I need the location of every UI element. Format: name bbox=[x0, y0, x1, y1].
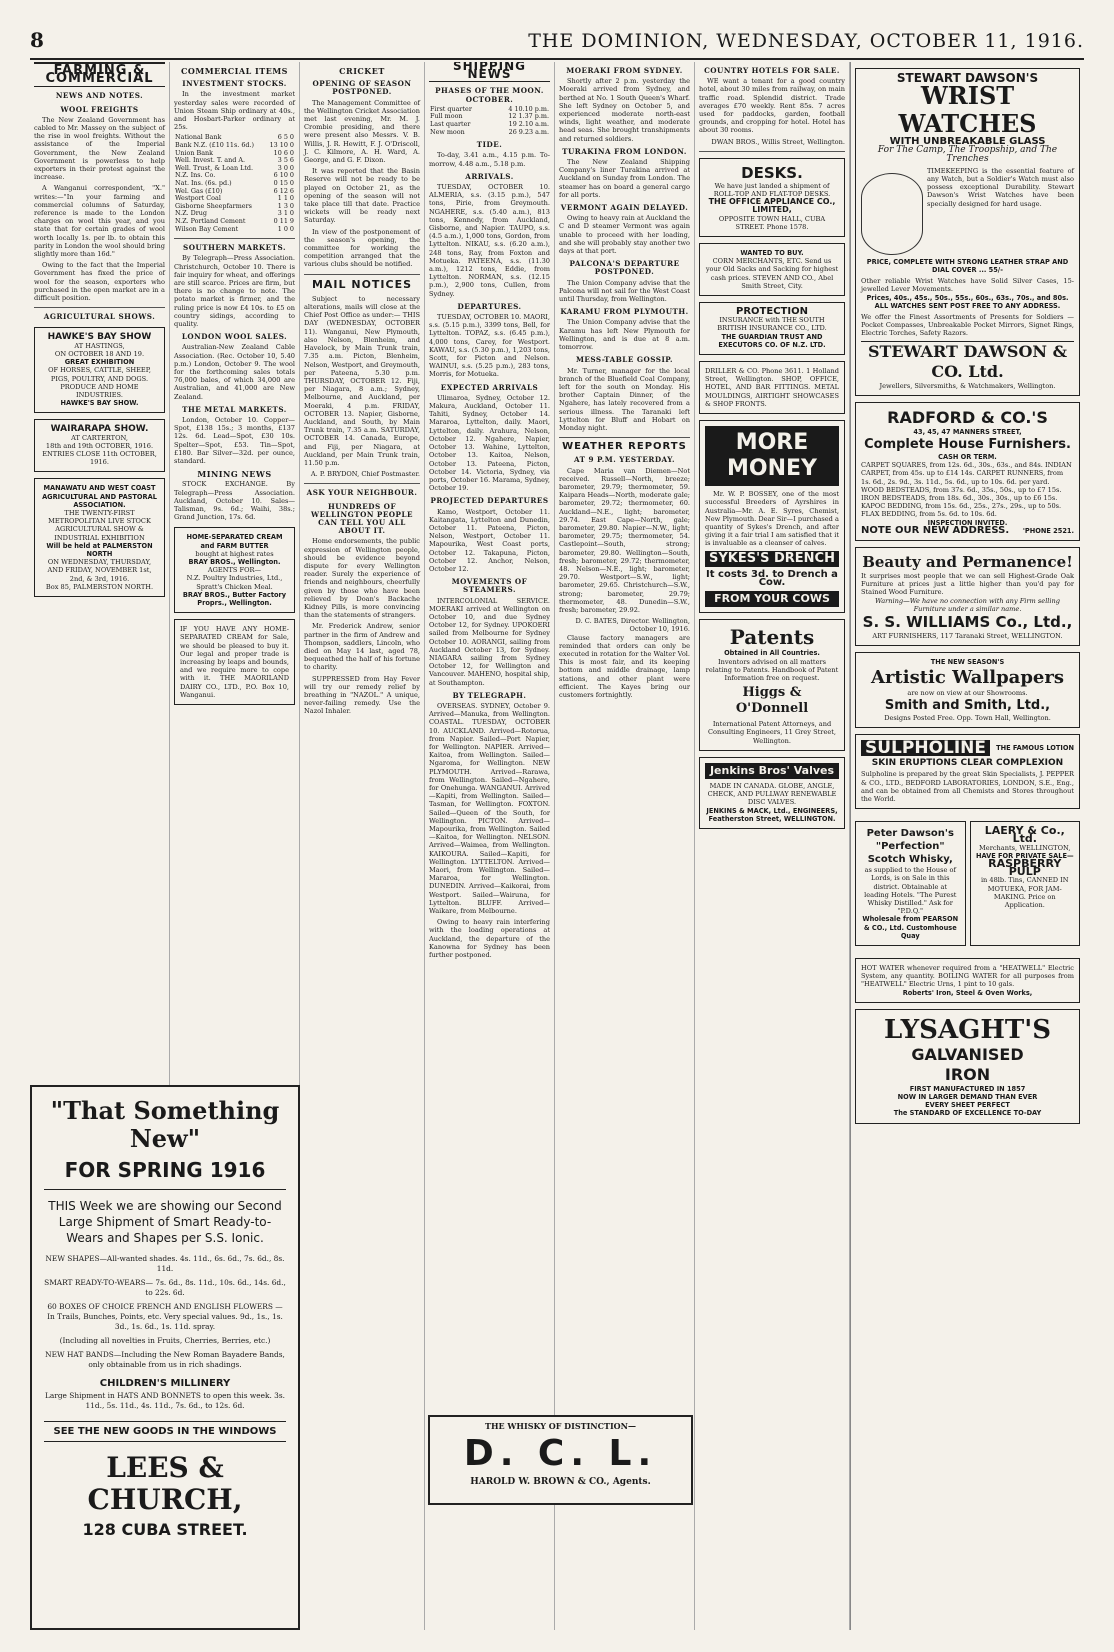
steamers-heading: MOVEMENTS OF STEAMERS. bbox=[451, 577, 528, 595]
projected-heading: PROJECTED DEPARTURES bbox=[430, 496, 549, 506]
peter-laery-row bbox=[855, 815, 1080, 952]
cricket-subheading: OPENING OF SEASON POSTPONED. bbox=[312, 79, 412, 97]
manawatu-ad: MANAWATU AND WEST COAST AGRICULTURAL AND PASTORAL ASSOCIATION. THE TWENTY-FIRST METROPOLITAN LIVE STOCK AGRICULTURAL SHOW & INDUSTRIAL EXHIBITION Will be held at PALMERSTON NORTH ON WEDNESDAY, THURSDAY, AND FRIDAY, NOVEMBER 1st, 2nd, & 3rd, 1916. Box 85, PALMERSTON NORTH. bbox=[34, 478, 165, 597]
mining-heading: MINING NEWS bbox=[197, 469, 272, 480]
sykes-price: It costs 3d. to Drench a Cow. bbox=[706, 568, 838, 588]
bray-bros-ad: HOME-SEPARATED CREAM and FARM BUTTER bought at highest rates BRAY BROS., Wellington. AGENTS FOR— N.Z. Poultry Industries, Ltd., Spratt's Chicken Meal. BRAY BROS., Butter Factory Proprs., Wellington. bbox=[174, 527, 295, 613]
lees-new-shapes: NEW SHAPES—All-wanted shades. 4s. 11d., 6s. 6d., 7s. 6d., 8s. 11d. bbox=[45, 1254, 285, 1273]
vermont-paragraph: Owing to heavy rain at Auckland the C and D steamer Vermont was again unable to proceed with her loading, and she will probably stay another two days at that port. bbox=[559, 214, 690, 256]
sulpholine-ad: SULPHOLINE THE FAMOUS LOTION SKIN ERUPTIONS CLEAR COMPLEXION Sulpholine is prepared by the great Skin Specialists, J. PEPPER & CO., LTD., BEDFORD LABORATORIES, LONDON, S.E., Eng., and can be obtained from all Chemists and Stores throughout the World. bbox=[855, 734, 1080, 809]
page-number: 8 bbox=[30, 28, 44, 52]
sykes-testimonial: Mr. W. P. BOSSEY, one of the most successful Breeders of Ayrshires in Australia—Mr. A. E. Syres, Chemist, New Plymouth. Dear Sir—I purchased a quantity of Sykes's Drench, and after giving it a fair trial I am satisfied that it is invaluable as a cleanser of calves. bbox=[705, 490, 839, 548]
lees-bands: NEW HAT BANDS—Including the New Roman Bayadere Bands, only obtainable from us in rich shadings. bbox=[45, 1350, 285, 1369]
farming-heading: FARMING & COMMERCIAL bbox=[34, 62, 165, 87]
vermont-heading: VERMONT AGAIN DELAYED. bbox=[560, 203, 689, 213]
weather-footnote: Clause factory managers are reminded that orders can only be executed in rotation for the Walter Vol. This is most fair, and its keeping bottom and middle drainage, lamp stations, and other plant were efficient. The Kayes bring our customers fortnightly. bbox=[559, 633, 690, 700]
lees-children: CHILDREN'S MILLINERY bbox=[99, 1378, 231, 1389]
laery-ad: LAERY & Co., Ltd. Merchants, WELLINGTON, HAVE FOR PRIVATE SALE— RASPBERRY PULP in 48lb. Tins, CANNED IN MOTUEKA, FOR JAM-MAKING. Price on Application. bbox=[970, 821, 1081, 946]
column-shipping bbox=[425, 62, 555, 1630]
wrist-watch-illustration bbox=[861, 173, 923, 255]
protection-ad: PROTECTION INSURANCE with THE SOUTH BRITISH INSURANCE CO., LTD. THE GUARDIAN TRUST AND EXECUTORS CO. OF N.Z. LTD. bbox=[699, 302, 845, 355]
karamu-paragraph: The Union Company advise that the Karamu has left New Plymouth for Wellington, and is due at 8 a.m. tomorrow. bbox=[559, 318, 690, 352]
moon-table bbox=[429, 106, 550, 136]
lees-church-ad bbox=[30, 1085, 300, 1630]
table-row: Wilson Bay Cement 1 0 0 bbox=[175, 224, 294, 233]
karamu-heading: KARAMU FROM PLYMOUTH. bbox=[560, 307, 689, 317]
table-row: Bank N.Z. (£10 11s. 6d.) 13 10 0 bbox=[175, 141, 294, 150]
patents-ad: Patents Obtained in All Countries. Inventors advised on all matters relating to Patents. Handbook of Patent Information free on request. Higgs & O'Donnell International Patent Attorneys, and Consulting Engineers, 11 Grey Street, Wellington. bbox=[699, 619, 845, 750]
mess-paragraph: Mr. Turner, manager for the local branch of the Bluefield Coal Company, left for the south on Monday. His brother Captain Dinner, of the Ngahere, has lately recovered from a serious illness. The Taranaki left Lyttelton for Bluff and Hobart on Monday night. bbox=[559, 366, 690, 432]
mail-heading: MAIL NOTICES bbox=[311, 277, 413, 291]
cricket-heading: CRICKET bbox=[339, 66, 385, 76]
cricket-paragraph: In view of the postponement of the season's opening, the committee for working the competition arranged that the various clubs should be notified. bbox=[304, 227, 420, 269]
metal-paragraph: London, October 10. Copper—Spot, £138 15s.; 3 months, £137 12s. 6d. Lead—Spot, £30 10s. Spelter—Spot, £53. Tin—Spot, £180. Bar Silver—32d. per ounce, standard. bbox=[174, 416, 295, 466]
table-row: Westport Coal 1 1 0 bbox=[175, 194, 294, 203]
weather-paragraph: Cape Maria van Diemen—Not received. Russell—North, breeze; barometer, 29.79; thermometer, 59. Kaipara Heads—North, moderate gale; barometer, 29.72; thermometer, 60. Auckland—N.E., light; barometer, 29.74. East Cape—North, gale; barometer, 29.80. Napier—N.W., light; barometer, 29.75; thermometer, 54. Castlepoint—South, strong; barometer, 29.80. Wellington—South, fresh; barometer, 29.72; thermometer, 48. Nelson—N.E., light; barometer, 29.70. Westport—S.W., light; barometer, 29.65. Christchurch—S.W., strong; barometer, 29.79; thermometer, 48. Dunedin—S.W., fresh; barometer, 29.92. bbox=[559, 466, 690, 614]
weather-sign: D. C. BATES, Director. Wellington, October 10, 1916. bbox=[575, 617, 690, 634]
steamers-paragraph: INTERCOLONIAL SERVICE. MOERAKI arrived at Wellington on October 10, and due Sydney October 12, for Sydney. UPOKOERI sailed from Melbourne for Sydney October 10. AORANGI, sailing from Auckland October 13, for Sydney. NIAGARA sailing from Sydney October 12, for Wellington and Vancouver. MAHENO, hospital ship, at Southampton. bbox=[429, 596, 550, 687]
weather-heading: WEATHER REPORTS bbox=[562, 441, 687, 453]
wool-paragraph: The New Zealand Government has cabled to Mr. Massey on the subject of the rise in wool freights. Without the assistance of the Imperial Government, the New Zealand Government is powerless to help exporters in their protest against the increase. bbox=[34, 115, 165, 182]
newspaper-title: THE DOMINION, WEDNESDAY, OCTOBER 11, 1916. bbox=[528, 30, 1084, 52]
mess-heading: MESS-TABLE GOSSIP. bbox=[575, 355, 674, 365]
wanted-ad: WANTED TO BUY. CORN MERCHANTS, ETC. Send us your Old Sacks and Sacking for highest cash prices. STEVEN AND CO., Abel Smith Street, City. bbox=[699, 243, 845, 296]
wool-heading: WOOL FREIGHTS bbox=[60, 104, 139, 114]
hotel-heading: COUNTRY HOTELS FOR SALE. bbox=[704, 66, 840, 75]
lees-smart: SMART READY-TO-WEARS— 7s. 6d., 8s. 11d., 10s. 6d., 14s. 6d., to 22s. 6d. bbox=[44, 1278, 286, 1297]
hotel-paragraph: WE want a tenant for a good country hotel, about 30 miles from railway, on main traffic road. Splendid district. Trade averages £70 weekly. Rent 85s. 7 acres used for paddocks, garden, football grounds, and cropping for hotel. Hotel has about 30 rooms. bbox=[699, 77, 845, 135]
column-ads-left bbox=[695, 62, 850, 1630]
lees-novelties: (Including all novelties in Fruits, Cherries, Berries, etc.) bbox=[59, 1336, 271, 1345]
cricket-paragraph: The Management Committee of the Wellington Cricket Association met last evening, Mr. M. J. Crombie presiding, and there were present also Messrs. V. B. Willis, J. R. Hewitt, F. J. O'Driscoll, J. C. Kilmore, A. H. Ward, A. George, and G. F. Dixon. bbox=[304, 98, 420, 165]
stocks-table bbox=[174, 134, 295, 233]
table-row: Well. Invest. T. and A. 3 5 6 bbox=[175, 156, 294, 165]
lees-spring: FOR SPRING 1916 bbox=[44, 1157, 286, 1190]
hawkes-bay-ad: HAWKE'S BAY SHOW AT HASTINGS, ON OCTOBER 18 AND 19. GREAT EXHIBITION OF HORSES, CATTLE, SHEEP, PIGS, POULTRY, AND DOGS. PRODUCE AND HOME INDUSTRIES. HAWKE'S BAY SHOW. bbox=[34, 327, 165, 413]
from-your-cows: FROM YOUR COWS bbox=[705, 591, 839, 607]
weather-subheading: AT 9 P.M. YESTERDAY. bbox=[574, 455, 675, 465]
heatwell-ad: HOT WATER whenever required from a "HEATWELL" Electric System, any quantity. BOILING WATER for all purposes from "HEATWELL" Electric Urns, 1 pint to 10 gals. Roberts' Iron, Steel & Oven Works, bbox=[855, 958, 1080, 1003]
arrivals-heading: ARRIVALS. bbox=[465, 171, 514, 181]
tide-paragraph: To-day, 3.41 a.m., 4.15 p.m. To-morrow, 4.48 a.m., 5.18 p.m. bbox=[429, 151, 550, 168]
telegraph-paragraph: OVERSEAS. SYDNEY, October 9. Arrived—Manuka, from Wellington. COASTAL. TUESDAY, OCTOBER 10. AUCKLAND. Arrived—Rotorua, from Napier. Sailed—Port Napier, for Wellington. NAPIER. Arrived—Kaitoa, from Wellington. Sailed—Ngaroma, for Wellington. NEW PLYMOUTH. Arrived—Rarawa, from Wellington. Sailed—Ngahere, for Onehunga. WANGANUI. Arrived—Kapiti, from Wellington. Sailed—Tasman, for Wellington. FOXTON. Sailed—Queen of the South, for Wellington. PICTON. Arrived—Mapourika, from Wellington. Sailed—Kaitoa, for Wellington. NELSON. Arrived—Waimea, from Wellington. KAIKOURA. Sailed—Kapiti, for Wellington. LYTTELTON. Arrived—Maori, from Wellington. Sailed—Mararoa, for Wellington. DUNEDIN. Arrived—Kaikorai, from Westport. Sailed—Wairuna, for Lyttelton. BLUFF. Arrived—Waikare, from Melbourne. bbox=[429, 701, 550, 916]
ask-heading: ASK YOUR NEIGHBOUR. bbox=[306, 488, 418, 498]
lees-see: SEE THE NEW GOODS IN THE WINDOWS bbox=[44, 1421, 286, 1442]
arrivals-paragraph: TUESDAY, OCTOBER 10. ALMERIA, s.s. (3.15 p.m.), 547 tons, Pirie, from Greymouth. NGAHERE, s.s. (5.40 a.m.), 813 tons, Kennedy, from Auckland, Gisborne, and Napier. TAUPO, s.s. (4.5 a.m.), 1,000 tons, Gordon, from Lyttelton. NIKAU, s.s. (6.20 a.m.), 248 tons, Ray, from Foxton and Motueka. PATEENA, s.s. (11.30 a.m.), 1212 tons, Eddie, from Lyttelton. NORMAN, s.s. (12.15 p.m.), 2,900 tons, Cullen, from Sydney. bbox=[429, 183, 550, 298]
expected-heading: EXPECTED ARRIVALS bbox=[440, 382, 539, 392]
table-row: N.Z. Drug 3 1 0 bbox=[175, 209, 294, 218]
telegraph-heading: BY TELEGRAPH. bbox=[452, 690, 527, 700]
markets-heading: SOUTHERN MARKETS. bbox=[183, 243, 286, 253]
smith-wallpapers-ad: THE NEW SEASON'S Artistic Wallpapers are now on view at our Showrooms. Smith and Smith, Ltd., Designs Posted Free. Opp. Town Hall, Wellington. bbox=[855, 652, 1080, 728]
ask-paragraph: Home endorsements, the public expression of Wellington people, should be evidence beyond dispute for every Wellington reader. Surely the experience of friends and neighbours, cheerfully given by those who have been relieved by Doan's Backache Kidney Pills, is more convincing than the statements of strangers. bbox=[304, 537, 420, 620]
ask-paragraph: SUPPRESSED from Hay Fever will try our remedy relief by breathing in "NAZOL." A unique, never-failing remedy. Use the Nazol Inhaler. bbox=[304, 674, 420, 716]
table-row: Union Bank 10 6 0 bbox=[175, 148, 294, 157]
mail-signoff: A. P. BRYDON, Chief Postmaster. bbox=[310, 470, 420, 479]
column-news bbox=[555, 62, 695, 1630]
lees-children-text: Large Shipment in HATS AND BONNETS to open this week. 3s. 11d., 5s. 11d., 4s. 11d., 7s. 6d., to 12s. 6d. bbox=[44, 1391, 285, 1410]
lees-boxes: 60 BOXES OF CHOICE FRENCH AND ENGLISH FLOWERS —In Trails, Bunches, Points, etc. Very special values. 9d., 1s., 1s. 3d., 1s. 6d., 1s. 11d. spray. bbox=[47, 1302, 283, 1331]
metal-heading: THE METAL MARKETS. bbox=[182, 404, 287, 414]
moeraki-heading: MOERAKI FROM SYDNEY. bbox=[566, 66, 683, 75]
stewart-dawson-ad: STEWART DAWSON'S WRIST WATCHES WITH UNBREAKABLE GLASS For The Camp, The Troopship, and The Trenches TIMEKEEPING is the essential feature of any Watch, but a Soldier's Watch must also possess exceptional Durability. Stewart Dawson's Wrist Watches have been specially designed for hard usage. PRICE, COMPLETE WITH STRONG LEATHER STRAP AND DIAL COVER ... 55/- Other reliable Wrist Watches have Solid Silver Cases, 15-jewelled Lever Movements. Prices, 40s., 45s., 50s., 55s., 60s., 63s., 70s., and 80s. ALL WATCHES SENT POST FREE TO ANY ADDRESS. We offer the Finest Assortments of Presents for Soldiers — Pocket Compasses, Unbreakable Pocket Mirrors, Signet Rings, Electric Torches, Safety Razors. STEWART DAWSON & CO. Ltd. Jewellers, Silversmiths, & Watchmakers, Wellington. bbox=[855, 68, 1080, 396]
table-row: Well. Trust, & Loan Ltd. 3 0 0 bbox=[175, 163, 294, 172]
table-row: First quarter 4 10.10 p.m. bbox=[430, 104, 549, 113]
mining-paragraph: STOCK EXCHANGE. By Telegraph—Press Association. Auckland, October 10. Sales—Talisman, 9s. 6d.; Waihi, 38s.; Grand Junction, 17s. 6d. bbox=[174, 480, 295, 522]
sykes-drench-ad bbox=[699, 420, 845, 613]
williams-ad: Beauty and Permanence! It surprises most people that we can sell Highest-Grade Oak Furniture at prices just a little higher than you'd pay for Stained Wood Furniture. Warning—We have no connection with any Firm selling Furniture under a similar name. S. S. WILLIAMS Co., Ltd., ART FURNISHERS, 117 Taranaki Street, WELLINGTON. bbox=[855, 547, 1080, 646]
projected-paragraph: Kamo, Westport, October 11. Kaitangata, Lyttelton and Dunedin, October 11. Pateena, Picton, Nelson, Westport, October 11. Mapourika, West Coast ports, October 12. Takapuna, Picton, October 12. Anchor, Nelson, October 12. bbox=[429, 507, 550, 573]
lees-slogan: "That Something New" bbox=[50, 1096, 280, 1153]
masthead bbox=[30, 28, 1084, 60]
lees-name: LEES & CHURCH, bbox=[87, 1451, 243, 1516]
palcona-heading: PALCONA'S DEPARTURE POSTPONED. bbox=[569, 259, 680, 277]
table-row: Wel. Gas (£10) 6 12 6 bbox=[175, 186, 294, 195]
agri-heading: AGRICULTURAL SHOWS. bbox=[43, 312, 156, 322]
farming-subheading: NEWS AND NOTES. bbox=[55, 91, 144, 101]
dwan-bros: DWAN BROS., Willis Street, Wellington. bbox=[711, 137, 845, 146]
lees-address: 128 CUBA STREET. bbox=[82, 1520, 248, 1539]
peter-dawson-ad: Peter Dawson's "Perfection" Scotch Whisky, as supplied to the House of Lords, is on Sale in this district. Obtainable at leading Hotels. "The Purest Whisky Distilled." Ask for "P.D.Q." Wholesale from PEARSON & CO., Ltd. Customhouse Quay bbox=[855, 821, 966, 946]
cricket-paragraph: It was reported that the Basin Reserve will not be ready to be played on October 21, as the opening of the season will not take place till that date. Practice wickets will be ready next Saturday. bbox=[304, 167, 420, 225]
table-row: New moon 26 9.23 a.m. bbox=[430, 127, 549, 136]
lees-intro: THIS Week we are showing our Second Large Shipment of Smart Ready-to-Wears and Shapes per S.S. Ionic. bbox=[48, 1199, 282, 1245]
expected-paragraph: Ulimaroa, Sydney, October 12. Makura, Auckland, October 11. Tahiti, Sydney, October 14. Mararoa, Lyttelton, daily. Maori, Lyttelton, daily. Arahura, Nelson, October 12. Ngahere, Napier, October 13. Wahine, Lyttelton, October 13. Kaitoa, Nelson, October 13. Pateena, Picton, October 14. Victoria, Sydney, via ports, October 16. Marama, Sydney, October 19. bbox=[429, 393, 550, 493]
dcl-whisky-ad bbox=[428, 1415, 693, 1505]
table-row: Nat. Ins. (6s. pd.) 0 15 0 bbox=[175, 178, 294, 187]
departures-paragraph: TUESDAY, OCTOBER 10. MAORI, s.s. (5.15 p.m.), 3399 tons, Bell, for Lyttelton. TOPAZ, s.s. (6.45 p.m.), 4,000 tons, Carey, for Westport. KAWAU, s.s. (5.30 p.m.), 1,203 tons, Scott, for Picton and Nelson. WAINUI, s.s. (5.25 p.m.), 283 tons, Morris, for Motueka. bbox=[429, 313, 550, 379]
dcl-brand: D. C. L. bbox=[463, 1433, 658, 1474]
table-row: Gisborne Sheepfarmers 1 3 0 bbox=[175, 201, 294, 210]
departures-heading: DEPARTURES. bbox=[457, 301, 522, 311]
dcl-tagline: THE WHISKY OF DISTINCTION— bbox=[485, 1421, 636, 1431]
radford-ad: RADFORD & CO.'S 43, 45, 47 MANNERS STREET, Complete House Furnishers. CASH OR TERM. CARPET SQUARES, from 12s. 6d., 30s., 63s., and 84s. INDIAN CARPET, from 45s. up to £14 14s. CARPET RUNNERS, from 1s. 6d., 2s. 9d., 3s. 11d., 5s. 6d., up to 10s. 6d. per yard. WOOD BEDSTEADS, from 37s. 6d., 35s., 50s., up to £7 15s. IRON BEDSTEADS, from 18s. 6d., 30s., 30s., up to £6 15s. KAPOC BEDDING, from 15s. 6d., 25s., 27s., 29s., up to 50s. FLAX BEDDING, from 5s. 6d. to 10s. 6d. INSPECTION INVITED. NOTE OUR NEW ADDRESS. 'PHONE 2521. bbox=[855, 402, 1080, 541]
mail-paragraph: Subject to necessary alterations, mails will close at the Chief Post Office as under:— THIS DAY (WEDNESDAY, OCTOBER 11). Wanganui, New Plymouth, also Nelson, Blenheim, and Havelock, by Main Trunk train, 7.35 a.m. Picton, Blenheim, Nelson, Westport, and Greymouth, per Pateena, 5.30 p.m. THURSDAY, OCTOBER 12. Fiji, per Niagara, 8 a.m.; Sydney, Melbourne, and Auckland, per Moeraki, 4 p.m. FRIDAY, OCTOBER 13. Napier, Gisborne, Auckland, and South, by Main Trunk train, 7.35 a.m. SATURDAY, OCTOBER 14. Canada, Europe, and Fiji, per Niagara, at Auckland, per Main Trunk train, 11.50 p.m. bbox=[304, 294, 420, 467]
lysaght-ad: LYSAGHT'S GALVANISED IRON FIRST MANUFACTURED IN 1857 NOW IN LARGER DEMAND THAN EVER EVERY SHEET PERFECT The STANDARD OF EXCELLENCE TO-DAY bbox=[855, 1009, 1080, 1124]
commercial-heading: COMMERCIAL ITEMS bbox=[181, 66, 288, 76]
moeraki-paragraph: Shortly after 2 p.m. yesterday the Moeraki arrived from Sydney, and berthed at No. 1 South Queen's Wharf. She left Sydney on October 5, and experienced moderate north-east winds, light weather, and moderate head seas. She brought transhipments and returned soldiers. bbox=[559, 77, 690, 143]
table-row: N.Z. Ins. Co. 6 10 0 bbox=[175, 171, 294, 180]
column-ads-right bbox=[850, 62, 1084, 1630]
ask-subheading: HUNDREDS OF WELLINGTON PEOPLE CAN TELL YOU ALL ABOUT IT. bbox=[311, 501, 413, 536]
table-row: N.Z. Portland Cement 0 11 9 bbox=[175, 216, 294, 225]
turakina-heading: TURAKINA FROM LONDON. bbox=[562, 146, 687, 156]
maoriland-dairy-ad: IF YOU HAVE ANY HOME-SEPARATED CREAM for Sale, we should be pleased to buy it. Our legal and proper trade is increasing by leaps and bounds, and we require more to cope with it. THE MAORILAND DAIRY CO., LTD., P.O. Box 10, Wanganui. bbox=[174, 619, 295, 705]
london-heading: LONDON WOOL SALES. bbox=[181, 332, 288, 342]
driller-ad: DRILLER & CO. Phone 3611. 1 Holland Street, Wellington. SHOP, OFFICE, HOTEL, AND BAR FITTINGS. METAL MOULDINGS, AIRTIGHT SHOWCASES & SHOP FRONTS. bbox=[699, 361, 845, 414]
shipping-footnote: Owing to heavy rain interfering with the loading operations at Auckland, the departure of the Kanowna for Sydney has been further postponed. bbox=[429, 918, 550, 960]
sykes-brand: SYKES'S DRENCH bbox=[705, 551, 839, 567]
desks-ad: DESKS. We have just landed a shipment of ROLL-TOP AND FLAT-TOP DESKS. THE OFFICE APPLIANCE CO., LIMITED, OPPOSITE TOWN HALL, CUBA STREET. Phone 1578. bbox=[699, 158, 845, 237]
wool-paragraph: Owing to the fact that the Imperial Government has fixed the price of wool for the season, exporters who purchased in the open market are in a difficult position. bbox=[34, 261, 165, 303]
moon-heading: PHASES OF THE MOON. OCTOBER. bbox=[435, 86, 544, 104]
table-row: Full moon 12 1.37 p.m. bbox=[430, 112, 549, 121]
table-row: National Bank 6 5 0 bbox=[175, 133, 294, 142]
wool-paragraph: A Wanganui correspondent, "X." writes:—"In your farming and commercial columns of Saturday, reference is made to the London charges on wool this year, and you state that for certain grades of wool worth locally 1s. per lb. to obtain this parity in London the wool should bring slightly more than 16d." bbox=[34, 184, 165, 259]
markets-paragraph: By Telegraph—Press Association. Christchurch, October 10. There is fair inquiry for wheat, and offerings are still scarce. Prices are firm, but there is no change to note. The potato market is firmer, and the ruling price is now £4 10s. to £5 on country sidings, according to quality. bbox=[174, 254, 295, 328]
commercial-subheading: INVESTMENT STOCKS. bbox=[182, 79, 287, 89]
tide-heading: TIDE. bbox=[476, 140, 503, 150]
wairarapa-ad: WAIRARAPA SHOW. AT CARTERTON, 18th and 19th OCTOBER, 1916. ENTRIES CLOSE 11th OCTOBER, 1916. bbox=[34, 419, 165, 472]
more-money: MORE MONEY bbox=[705, 426, 839, 486]
shipping-heading: SHIPPING NEWS bbox=[429, 62, 550, 82]
london-paragraph: Australian-New Zealand Cable Association. (Rec. October 10, 5.40 p.m.) London, October 9. The wool for the forthcoming sales totals 76,000 bales, of which 34,000 are Australian, and 41,000 are New Zealand. bbox=[174, 343, 295, 401]
commercial-intro: In the investment market yesterday sales were recorded of Union Steam Ship ordinary at 40s., and Hosbart-Parker ordinary at 25s. bbox=[174, 90, 295, 132]
dcl-agents: HAROLD W. BROWN & CO., Agents. bbox=[470, 1477, 651, 1487]
palcona-paragraph: The Union Company advise that the Palcona will not sail for the West Coast until Thursday, from Wellington. bbox=[559, 278, 690, 304]
ask-paragraph: Mr. Frederick Andrew, senior partner in the firm of Andrew and Thompson, saddlers, Lincoln, who died on May 14 last, aged 78, bequeathed the half of his fortune to charity. bbox=[304, 622, 420, 672]
turakina-paragraph: The New Zealand Shipping Company's liner Turakina arrived at Auckland on Sunday from London. The steamer has on board a general cargo for all ports. bbox=[559, 158, 690, 199]
table-row: Last quarter 19 2.10 a.m. bbox=[430, 120, 549, 128]
jenkins-ad: Jenkins Bros' Valves MADE IN CANADA. GLOBE, ANGLE, CHECK, AND PULLWAY RENEWABLE DISC VALVES. JENKINS & MACK, Ltd., ENGINEERS, Featherston Street, WELLINGTON. bbox=[699, 757, 845, 829]
column-cricket bbox=[300, 62, 425, 1630]
